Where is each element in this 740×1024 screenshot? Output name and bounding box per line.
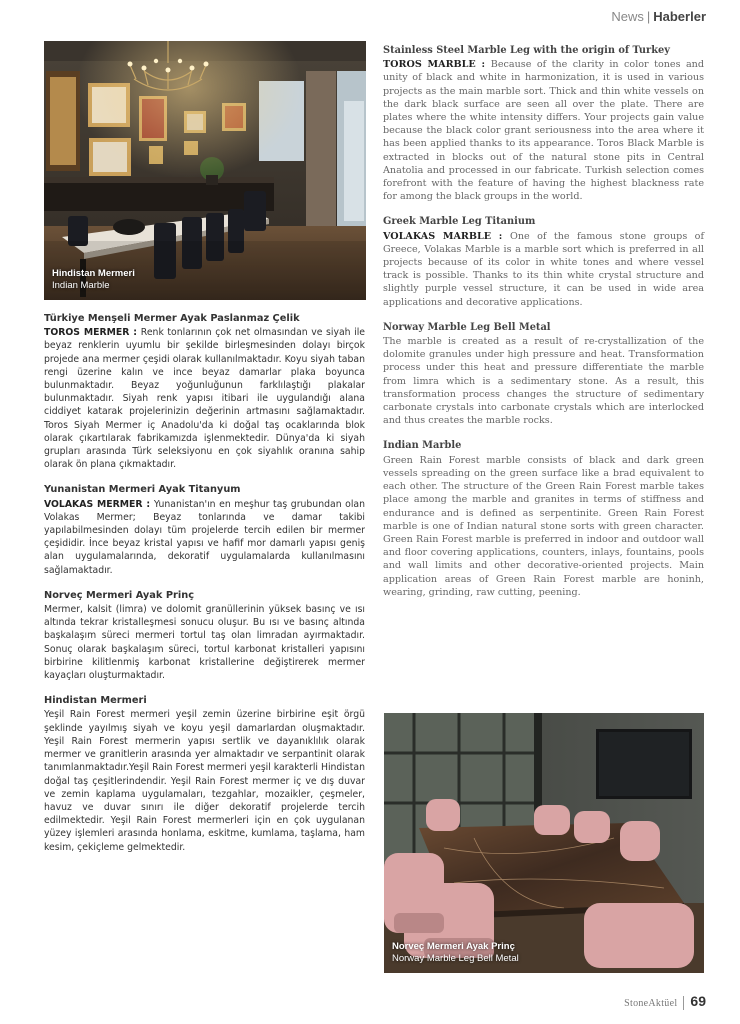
section-title: Yunanistan Mermeri Ayak Titanyum — [44, 484, 241, 496]
header-haberler: Haberler — [653, 9, 706, 24]
section-title: Türkiye Menşeli Mermer Ayak Paslanmaz Çelik — [44, 313, 300, 324]
section-body — [44, 708, 365, 853]
article-section-en-2 — [383, 215, 704, 308]
right-column-english — [383, 44, 704, 611]
bottom-photo-caption-tr: Norveç Mermeri Ayak Prinç — [392, 941, 515, 952]
meeting-room-illustration — [384, 713, 704, 973]
section-lead: TOROS MERMER : — [44, 327, 141, 339]
left-column-turkish — [44, 312, 365, 866]
section-text: Yeşil Rain Forest mermeri yeşil zemin üzerine birbirine eşit örgü şeklinde yayılmış siyah ve koyu yeşil damarlardan oluşmaktadır. Yeşil Rain Forest mermerin yapısı sertlik ve dayanıklılık olarak mermer ve granitlerin arasında yer almaktadır ve serpantinit olarak tanımlanmaktadır.Yeşil Rain Forest mermeri yeşil karakterli Hindistan doğal taş çeşitlerindendir. Yeşil Rain Forest mermer iç ve dış duvar ve zemin kaplama uygulamaları, tezgahlar, mozaikler, çeşmeler, havuz ve duvar sınırı ile diğer dekoratif projelerde tercih edilmektedir. Yeşil Rain Forest mermerleri için en çok uygulanan yüzey işlemleri arasında honlama, eskitme, kumlama, taşlama, ham kesim, çekiçleme gelmektedir. — [44, 709, 365, 853]
bottom-photo-caption-en: Norway Marble Leg Bell Metal — [392, 953, 519, 964]
section-title: Norveç Mermeri Ayak Prinç — [44, 589, 194, 601]
section-text: Green Rain Forest marble consists of black and dark green vessels spreading on the green surface like a brad equivalent to each other. The structure of the Green Rain Forest marble takes place among the marble and granites in terms of stiffness and endurance and is defined as serpentinite. Green Rain Forest marble is one of Indian natural stone sorts with green character. Green Rain Forest marble is preferred in indoor and outdoor wall and floor covering applications, counters, inlays, fountains, pools and wall limits and other decorative-oriented projects. Main application areas of Green Rain Forest marble are honinh, wearing, grinding, raw cutting, peening. — [383, 454, 704, 598]
dining-room-photo — [44, 41, 366, 300]
article-section-tr-2 — [44, 483, 365, 576]
section-text: Mermer, kalsit (limra) ve dolomit granüllerinin yüksek basınç ve ısı altında tekrar kristalleşmesi sonucu oluşur. Bu ısı ve basınç altında başkalaşım süreci mermeri tortul taş olan limradan ayırmaktadır. Sonuç olarak başkalaşım süreci, tortul karbonat kristalleri yapısını birbirine kilitlenmiş karbonat kristallerine değiştirerek mermer kayaçları oluşturmaktadır. — [44, 604, 365, 682]
section-body — [383, 58, 704, 203]
section-text: The marble is created as a result of re-crystallization of the dolomite granules under high pressure and heat. Transformation process under this heat and pressure differentiate the marble from limra which is a sedimentary stone. As a result, this transformation process changes the structure of sedimentary carbonate crystals into carbonate crystals which are interlocked and thus creates the marble rocks. — [383, 336, 704, 427]
section-body — [383, 454, 704, 599]
header-news: News — [611, 9, 644, 24]
article-section-tr-1 — [44, 312, 365, 471]
page-footer — [624, 993, 706, 1010]
article-section-en-1 — [383, 44, 704, 203]
top-photo-caption-tr: Hindistan Mermeri — [52, 268, 135, 279]
section-body — [383, 335, 704, 427]
dining-room-illustration — [44, 41, 366, 300]
section-header — [611, 9, 706, 24]
section-body — [44, 498, 365, 577]
section-title: Norway Marble Leg Bell Metal — [383, 321, 551, 333]
section-text: Renk tonlarının çok net olmasından ve siyah ile beyaz renklerin uyumlu bir şekilde birleşmesinden dolayı birçok projede ana mermer çeşidi olarak kullanılmaktadır. Koyu siyah taban rengi üzerine kalın ve ince beyaz damarlar plaka boyunca bulunmaktadır. Beyaz yoğunluğunun farklılaştığı plakalar bulunmaktadır. Siyah renk yapısı itibari ile uygulandığı alana ciddiyet katarak projelerinizin değerinin artmasını sağlamaktadır. Toros Siyah Mermer iç Anadolu'da ki doğal taş ocaklarında blok olarak çıkartılarak fabrikamızda işlenmektedir. Dünya'da ki siyah grupları arasında Türk seleksiyonu en çok siyahlık oranına sahip olarak ön plana çıkmaktadır. — [44, 327, 365, 471]
section-title: Indian Marble — [383, 440, 462, 452]
article-section-en-3 — [383, 321, 704, 428]
section-lead: VOLAKAS MERMER : — [44, 498, 154, 510]
section-body — [44, 603, 365, 682]
section-text: One of the famous stone groups of Greece, Volakas Marble is a marble sort which is preferred in all projects because of its color in white tones and where vessel track is possible. Thanks to its thin white crystal structure and slightly purple vessel structure, it can be used in wide area applications and decorative applications. — [383, 230, 704, 308]
footer-divider — [683, 996, 684, 1010]
bottom-photo-caption — [392, 941, 519, 965]
section-text: Yunanistan'ın en meşhur taş grubundan olan Volakas Mermer; Beyaz tonlarında ve damar takibi yapılabilmesinden dolayı tüm projelerde tercih edilen bir mermer çeşididir. İnce beyaz kristal yapısı ve hafif mor damarlı yapısı geniş alan uygulamalarında, dekoratif uygulamalarda kullanılmasını sağlamaktadır. — [44, 498, 365, 576]
article-section-en-4 — [383, 439, 704, 598]
meeting-room-photo — [384, 713, 704, 973]
page-number: 69 — [690, 992, 706, 1009]
section-title: Hindistan Mermeri — [44, 695, 147, 707]
section-title: Greek Marble Leg Titanium — [383, 216, 536, 228]
article-section-tr-3 — [44, 589, 365, 682]
section-body — [383, 230, 704, 309]
magazine-brand: StoneAktüel — [624, 997, 678, 1009]
header-separator: | — [646, 9, 651, 24]
section-lead: VOLAKAS MARBLE : — [383, 230, 511, 242]
section-text: Because of the clarity in color tones and unity of black and white in harmonization, it is used in various projects as the main marble sort. Thick and thin white vessels on the dark black surface are seen all over the plate. There are plates where the white intensity differs. Your projects gain value because the black color grant seriousness into the area where it has been applied thanks to its appearance. Toros Black Marble is extracted in blocks out of the natural stone pits in Central Anatolia and processed in our fabricate. Turkish selection comes forefront with the feature of having the highest blackness rate for among the black groups in the world. — [383, 59, 704, 203]
article-section-tr-4 — [44, 694, 365, 853]
section-lead: TOROS MARBLE : — [383, 59, 491, 71]
top-photo-caption-en: Indian Marble — [52, 280, 110, 291]
top-photo-caption — [52, 268, 135, 292]
section-title: Stainless Steel Marble Leg with the origin of Turkey — [383, 45, 670, 56]
section-body — [44, 326, 365, 471]
